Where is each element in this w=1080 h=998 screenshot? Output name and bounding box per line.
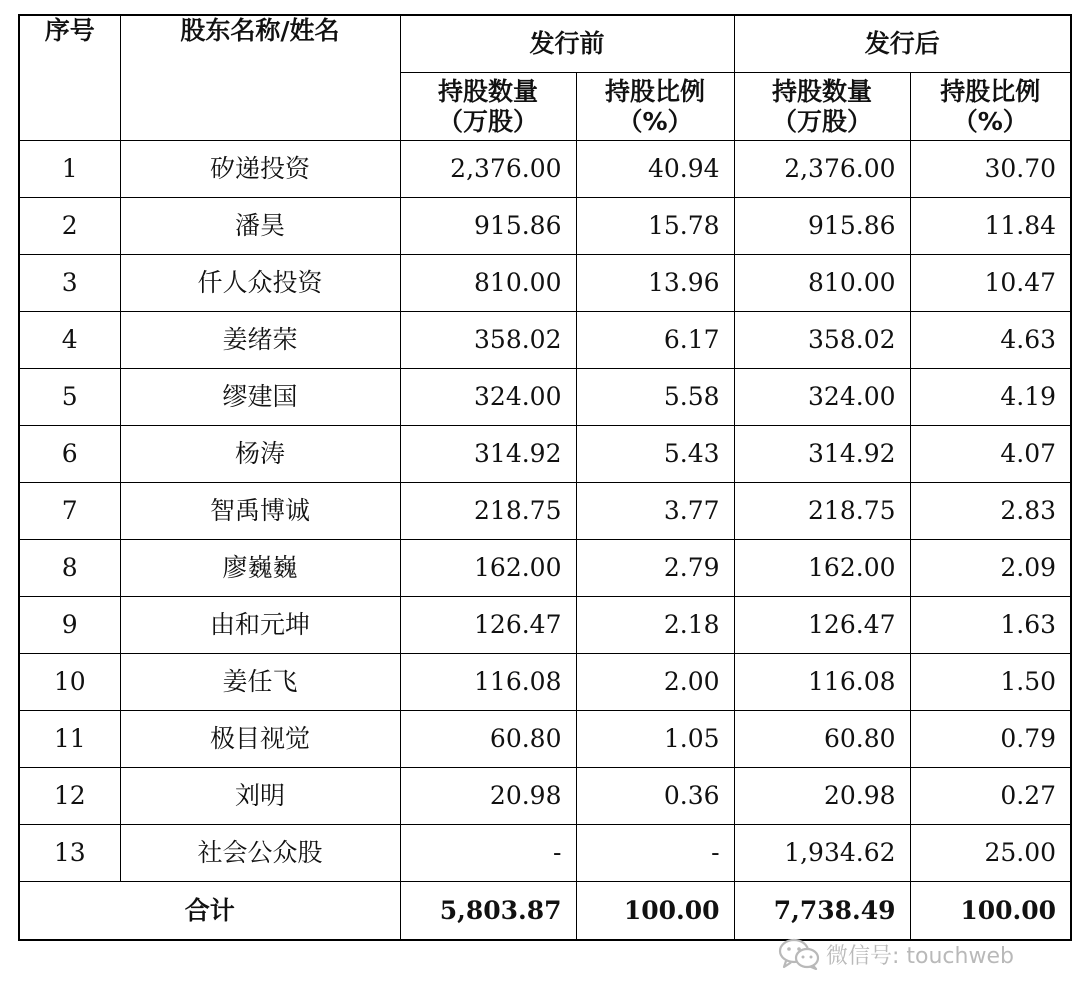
- header-qty-line2: （万股）: [772, 106, 873, 136]
- table-row: [19, 768, 1071, 825]
- row-before-qty: 915.86: [400, 198, 576, 255]
- wechat-icon: [778, 938, 820, 970]
- table-row: [19, 483, 1071, 540]
- total-after-qty: 7,738.49: [734, 882, 910, 941]
- table-row: [19, 312, 1071, 369]
- row-before-qty: 116.08: [400, 654, 576, 711]
- row-before-pct: 13.96: [576, 255, 734, 312]
- row-seq: 12: [19, 768, 120, 825]
- row-shareholder-name: 缪建国: [120, 369, 400, 426]
- row-before-pct: 2.00: [576, 654, 734, 711]
- total-label: 合计: [19, 882, 400, 941]
- total-before-pct: 100.00: [576, 882, 734, 941]
- row-shareholder-name: 潘昊: [120, 198, 400, 255]
- row-after-pct: 2.83: [910, 483, 1071, 540]
- header-qty-line1: 持股数量: [772, 76, 873, 106]
- total-after-pct: 100.00: [910, 882, 1071, 941]
- row-after-pct: 10.47: [910, 255, 1071, 312]
- header-after-shares-pct: [910, 73, 1071, 141]
- row-before-pct: 0.36: [576, 768, 734, 825]
- row-shareholder-name: 杨涛: [120, 426, 400, 483]
- row-after-pct: 11.84: [910, 198, 1071, 255]
- table-row: [19, 426, 1071, 483]
- row-seq: 3: [19, 255, 120, 312]
- row-shareholder-name: 智禹博诚: [120, 483, 400, 540]
- header-after-issue: 发行后: [734, 15, 1071, 73]
- row-seq: 5: [19, 369, 120, 426]
- row-after-pct: 1.63: [910, 597, 1071, 654]
- header-qty-line2: （万股）: [437, 106, 538, 136]
- row-before-pct: 15.78: [576, 198, 734, 255]
- table-row: [19, 540, 1071, 597]
- row-after-pct: 30.70: [910, 141, 1071, 198]
- row-before-pct: -: [576, 825, 734, 882]
- row-after-qty: 314.92: [734, 426, 910, 483]
- row-after-qty: 810.00: [734, 255, 910, 312]
- row-after-qty: 162.00: [734, 540, 910, 597]
- row-after-pct: 1.50: [910, 654, 1071, 711]
- row-after-pct: 4.19: [910, 369, 1071, 426]
- row-seq: 8: [19, 540, 120, 597]
- row-after-qty: 358.02: [734, 312, 910, 369]
- row-shareholder-name: 由和元坤: [120, 597, 400, 654]
- header-before-shares-pct: [576, 73, 734, 141]
- header-after-shares-qty: [734, 73, 910, 141]
- total-before-qty: 5,803.87: [400, 882, 576, 941]
- row-before-qty: 358.02: [400, 312, 576, 369]
- row-shareholder-name: 社会公众股: [120, 825, 400, 882]
- row-after-qty: 324.00: [734, 369, 910, 426]
- row-seq: 9: [19, 597, 120, 654]
- row-seq: 13: [19, 825, 120, 882]
- table-row: [19, 654, 1071, 711]
- row-after-qty: 60.80: [734, 711, 910, 768]
- row-before-qty: -: [400, 825, 576, 882]
- row-seq: 10: [19, 654, 120, 711]
- row-after-qty: 116.08: [734, 654, 910, 711]
- wechat-watermark: [778, 934, 1014, 974]
- row-before-pct: 6.17: [576, 312, 734, 369]
- row-after-pct: 25.00: [910, 825, 1071, 882]
- row-before-qty: 314.92: [400, 426, 576, 483]
- shareholding-table: [18, 14, 1072, 941]
- row-before-pct: 5.43: [576, 426, 734, 483]
- row-after-pct: 4.63: [910, 312, 1071, 369]
- watermark-text: 微信号: touchweb: [826, 943, 1014, 969]
- row-seq: 2: [19, 198, 120, 255]
- row-before-pct: 2.79: [576, 540, 734, 597]
- row-after-qty: 915.86: [734, 198, 910, 255]
- row-after-pct: 0.79: [910, 711, 1071, 768]
- row-seq: 1: [19, 141, 120, 198]
- row-before-pct: 3.77: [576, 483, 734, 540]
- row-shareholder-name: 刘明: [120, 768, 400, 825]
- row-after-pct: 0.27: [910, 768, 1071, 825]
- row-after-pct: 2.09: [910, 540, 1071, 597]
- table-row: [19, 369, 1071, 426]
- header-shareholder-name: 股东名称/姓名: [120, 15, 400, 141]
- table-row: [19, 255, 1071, 312]
- header-before-shares-qty: [400, 73, 576, 141]
- header-pct-line1: 持股比例: [605, 76, 706, 106]
- row-after-qty: 2,376.00: [734, 141, 910, 198]
- row-shareholder-name: 姜绪荣: [120, 312, 400, 369]
- row-after-qty: 20.98: [734, 768, 910, 825]
- header-pct-line2: （%）: [952, 106, 1028, 136]
- row-shareholder-name: 姜任飞: [120, 654, 400, 711]
- row-shareholder-name: 矽递投资: [120, 141, 400, 198]
- header-seq: 序号: [19, 15, 120, 141]
- total-row: [19, 882, 1071, 941]
- row-before-qty: 162.00: [400, 540, 576, 597]
- shareholding-table-container: [18, 14, 1070, 941]
- row-after-pct: 4.07: [910, 426, 1071, 483]
- row-before-qty: 324.00: [400, 369, 576, 426]
- header-before-issue: 发行前: [400, 15, 734, 73]
- row-before-pct: 1.05: [576, 711, 734, 768]
- row-seq: 6: [19, 426, 120, 483]
- row-before-pct: 5.58: [576, 369, 734, 426]
- row-before-qty: 810.00: [400, 255, 576, 312]
- header-pct-line1: 持股比例: [940, 76, 1041, 106]
- table-row: [19, 141, 1071, 198]
- row-after-qty: 1,934.62: [734, 825, 910, 882]
- row-before-qty: 60.80: [400, 711, 576, 768]
- row-before-qty: 20.98: [400, 768, 576, 825]
- row-seq: 11: [19, 711, 120, 768]
- row-seq: 4: [19, 312, 120, 369]
- row-seq: 7: [19, 483, 120, 540]
- row-before-pct: 2.18: [576, 597, 734, 654]
- table-row: [19, 597, 1071, 654]
- table-row: [19, 711, 1071, 768]
- row-shareholder-name: 廖巍巍: [120, 540, 400, 597]
- table-row: [19, 825, 1071, 882]
- row-before-qty: 126.47: [400, 597, 576, 654]
- row-before-qty: 218.75: [400, 483, 576, 540]
- header-pct-line2: （%）: [617, 106, 693, 136]
- row-before-pct: 40.94: [576, 141, 734, 198]
- table-row: [19, 198, 1071, 255]
- row-shareholder-name: 仟人众投资: [120, 255, 400, 312]
- row-shareholder-name: 极目视觉: [120, 711, 400, 768]
- row-after-qty: 218.75: [734, 483, 910, 540]
- row-after-qty: 126.47: [734, 597, 910, 654]
- header-qty-line1: 持股数量: [437, 76, 538, 106]
- row-before-qty: 2,376.00: [400, 141, 576, 198]
